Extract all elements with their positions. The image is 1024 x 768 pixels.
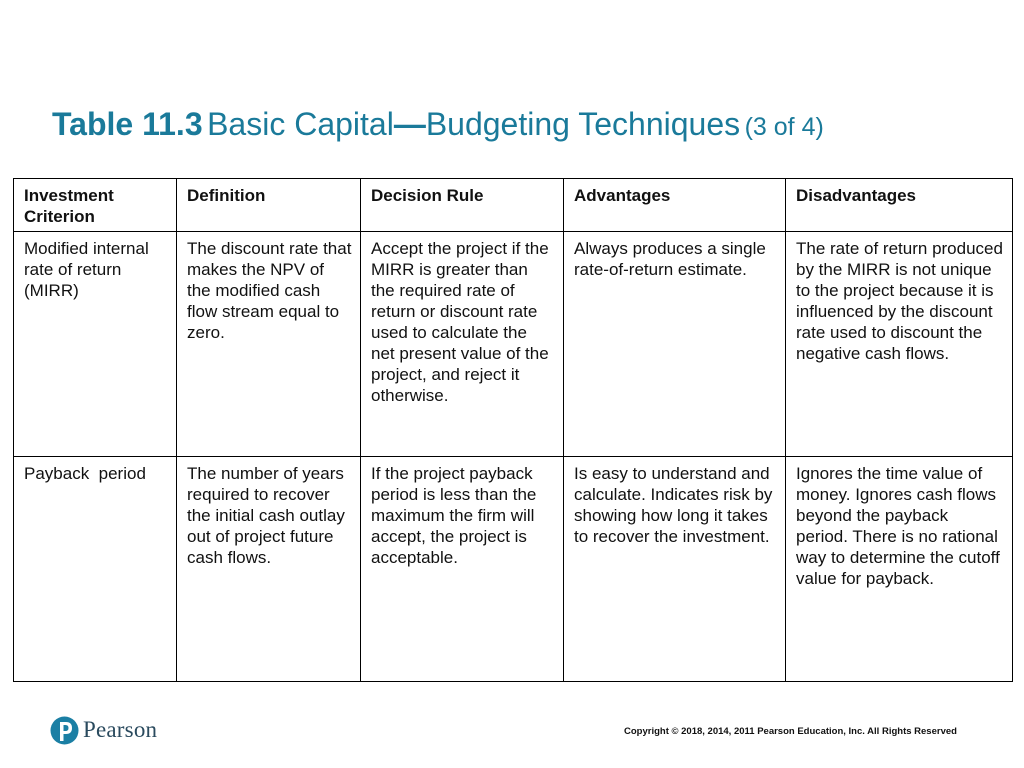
cell-advantages: Always produces a single rate-of-return estimate.: [564, 232, 786, 457]
cell-criterion: Payback period: [14, 457, 177, 682]
copyright-notice: Copyright © 2018, 2014, 2011 Pearson Education, Inc. All Rights Reserved: [624, 726, 957, 737]
pearson-logo: [50, 713, 157, 747]
page-title: [52, 106, 824, 143]
cell-definition: The number of years required to recover the initial cash outlay out of project future cash flows.: [177, 457, 361, 682]
cell-decision-rule: Accept the project if the MIRR is greater than the required rate of return or discount rate used to calculate the net present value of the project, and reject it otherwise.: [361, 232, 564, 457]
header-criterion: Investment Criterion: [14, 179, 177, 232]
cell-definition: The discount rate that makes the NPV of the modified cash flow stream equal to zero.: [177, 232, 361, 457]
cell-advantages: Is easy to understand and calculate. Indicates risk by showing how long it takes to recover the investment.: [564, 457, 786, 682]
cell-decision-rule: If the project payback period is less than the maximum the firm will accept, the project is acceptable.: [361, 457, 564, 682]
title-dash: —: [393, 106, 426, 142]
techniques-table: [13, 178, 1013, 682]
title-part2: Budgeting Techniques: [425, 106, 741, 142]
cell-criterion: Modified internal rate of return (MIRR): [14, 232, 177, 457]
part-indicator: (3 of 4): [744, 113, 824, 141]
table-header-row: [14, 179, 1013, 232]
cell-disadvantages: The rate of return produced by the MIRR is not unique to the project because it is influenced by the discount rate used to discount the negative cash flows.: [786, 232, 1013, 457]
pearson-wordmark: Pearson: [83, 717, 158, 742]
table-row: [14, 232, 1013, 457]
header-decision-rule: Decision Rule: [361, 179, 564, 232]
cell-disadvantages: Ignores the time value of money. Ignores cash flows beyond the payback period. There is no rational way to determine the cutoff value for payback.: [786, 457, 1013, 682]
header-advantages: Advantages: [564, 179, 786, 232]
pearson-logo-icon: [50, 714, 79, 747]
header-disadvantages: Disadvantages: [786, 179, 1013, 232]
title-part1: Basic Capital: [207, 106, 394, 142]
table-row: [14, 457, 1013, 682]
table-number: Table 11.3: [52, 106, 203, 142]
header-definition: Definition: [177, 179, 361, 232]
